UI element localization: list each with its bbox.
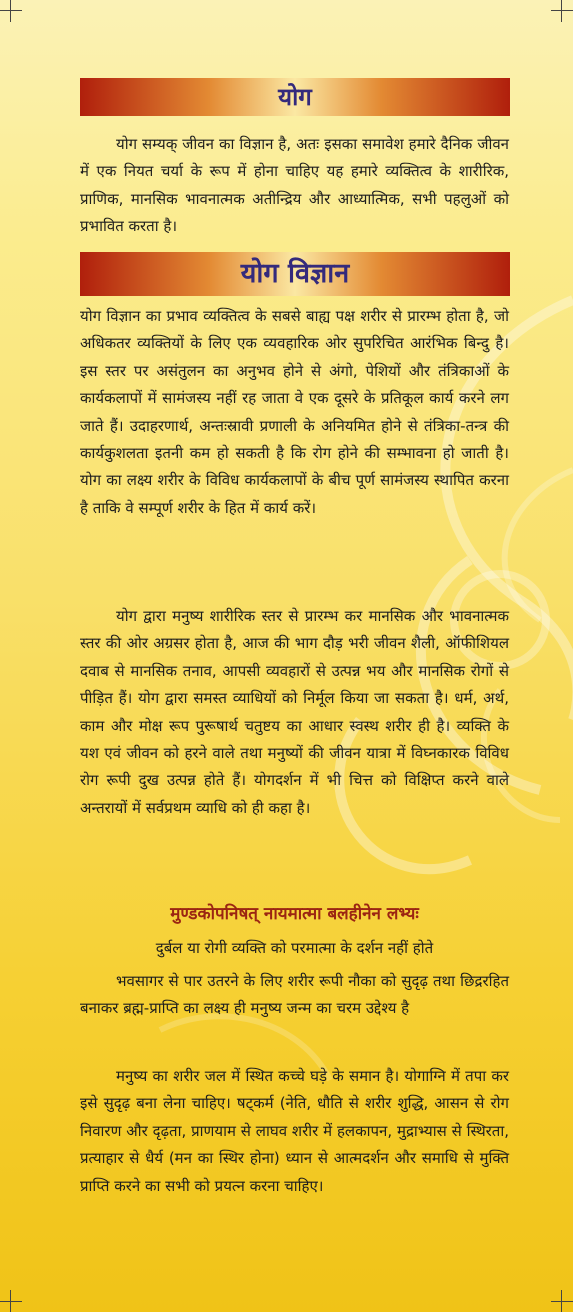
yoga-vigyan-paragraph-1: योग विज्ञान का प्रभाव व्यक्तित्व के सबसे बाह्य पक्ष शरीर से प्रारम्भ होता है, जो अधिकतर व्यक्तियों के लिए एक व्यवहारिक ओर सुपरिचित आरंभिक बिन्दु है। इस स्तर पर असंतुलन का अनुभव होने से अंगो, पेशियों और तंत्रिकाओं के कार्यकलापों में सामंजस्य नहीं रह जाता वे एक दूसरे के प्रतिकूल कार्य करने लग जाते हैं। उदाहरणार्थ, अन्तःस्रावी प्रणाली के अनियमित होने से तंत्रिका-तन्त्र की कार्यकुशलता इतनी कम हो सकती है कि रोग होने की सम्भावना हो जाती है। योग का लक्ष्य शरीर के विविध कार्यकलापों के बीच पूर्ण सामंजस्य स्थापित करना है ताकि वे सम्पूर्ण शरीर के हित में कार्य करें। — [80, 307, 509, 517]
quote-paragraph: भवसागर से पार उतरने के लिए शरीर रूपी नौका को सुदृढ़ तथा छिद्ररहित बनाकर ब्रह्म-प्राप्ति का लक्ष्य ही मनुष्य जन्म का चरम उद्देश्य है — [80, 972, 509, 1018]
quote-line: दुर्बल या रोगी व्यक्ति को परमात्मा के दर्शन नहीं होते — [155, 939, 434, 957]
crop-mark — [0, 10, 22, 11]
yoga-vigyan-paragraph-2: योग द्वारा मनुष्य शारीरिक स्तर से प्रारम्भ कर मानसिक और भावनात्मक स्तर की ओर अग्रसर होता है, आज की भाग दौड़ भरी जीवन शैली, ऑफीशियल दवाब से मानसिक तनाव, आपसी व्यवहारों से उत्पन्न भय और मानसिक रोगों से पीड़ित हैं। योग द्वारा समस्त व्याधियों को निर्मूल किया जा सकता है। धर्म, अर्थ, काम और मोक्ष रूप पुरूषार्थ चतुष्टय का आधार स्वस्थ शरीर ही है। व्यक्ति के यश एवं जीवन को हरने वाले तथा मनुष्यों की जीवन यात्रा में विघ्नकारक विविध रोग रूपी दुख उत्पन्न होते हैं। योगदर्शन में भी चित्त को विक्षिप्त करने वाले अन्तरायों में सर्वप्रथम व्याधि को ही कहा है। — [80, 607, 509, 817]
crop-mark — [0, 1301, 22, 1302]
yoga-intro-paragraph: योग सम्यक् जीवन का विज्ञान है, अतः इसका समावेश हमारे दैनिक जीवन में एक नियत चर्या के रूप में होना चाहिए यह हमारे व्यक्तित्व के शारीरिक, प्राणिक, मानसिक भावनात्मक अतीन्द्रिय और आध्यात्मिक, सभी पहलुओं को प्रभावित करता है। — [80, 135, 509, 236]
section-title-yoga: योग — [80, 78, 510, 116]
closing-paragraph: मनुष्य का शरीर जल में स्थित कच्चे घड़े के समान है। योगाग्नि में तपा कर इसे सुदृढ़ बना लेना चाहिए। षट्कर्म (नेति, धौति से शरीर शुद्धि, आसन से रोग निवारण और दृढ़ता, प्राणयाम से लाघव शरीर में हलकापन, मुद्राभ्यास से स्थिरता, प्रत्याहार से धैर्य (मन का स्थिर होना) ध्यान से आत्मदर्शन और समाधि से मुक्ति प्राप्ति करने का सभी को प्रयत्न करना चाहिए। — [80, 1067, 509, 1195]
crop-mark — [551, 10, 573, 11]
crop-mark — [551, 1301, 573, 1302]
crop-mark — [10, 0, 11, 22]
crop-mark — [561, 0, 562, 22]
section-title-yoga-vigyan: योग विज्ञान — [80, 252, 510, 296]
quote-title: मुण्डकोपनिषत् नायमात्मा बलहीनेन लभ्यः — [170, 904, 419, 924]
